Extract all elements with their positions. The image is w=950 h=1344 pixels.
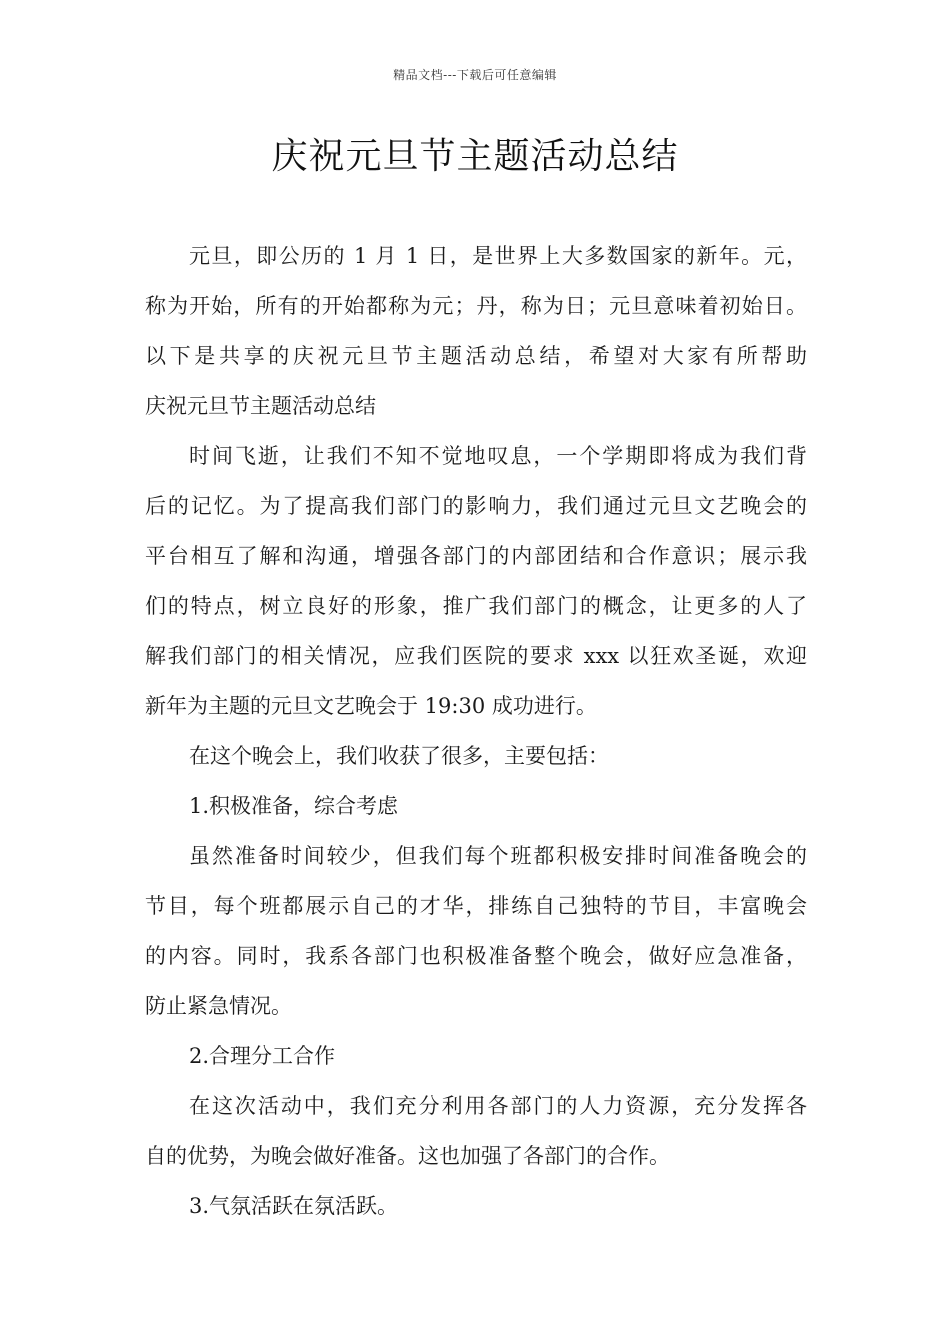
paragraph-line: 平台相互了解和沟通，增强各部门的内部团结和合作意识；展示我 (145, 544, 807, 568)
paragraph-line: 新年为主题的元旦文艺晚会于 19:30 成功进行。 (145, 694, 597, 718)
document-body (145, 231, 807, 1231)
paragraph-line: 在这次活动中，我们充分利用各部门的人力资源，充分发挥各 (189, 1094, 807, 1118)
paragraph-line: 节目，每个班都展示自己的才华，排练自己独特的节目，丰富晚会 (145, 894, 807, 918)
list-item-heading: 1.积极准备，综合考虑 (189, 794, 399, 818)
paragraph-line: 们的特点，树立良好的形象，推广我们部门的概念，让更多的人了 (145, 594, 807, 618)
list-item-heading: 2.合理分工合作 (189, 1044, 336, 1068)
paragraph-line: 在这个晚会上，我们收获了很多，主要包括： (189, 744, 609, 768)
list-item-heading: 3.气氛活跃在氛活跃。 (189, 1194, 399, 1218)
paragraph-line: 防止紧急情况。 (145, 994, 292, 1018)
page-header-note: 精品文档---下载后可任意编辑 (393, 68, 557, 82)
section-heading: 庆祝元旦节主题活动总结 (145, 394, 376, 418)
paragraph-line: 后的记忆。为了提高我们部门的影响力，我们通过元旦文艺晚会的 (145, 494, 807, 518)
paragraph-line: 解我们部门的相关情况，应我们医院的要求 xxx 以狂欢圣诞，欢迎 (145, 644, 807, 668)
paragraph-line: 元旦，即公历的 1 月 1 日，是世界上大多数国家的新年。元， (189, 244, 807, 268)
paragraph-line: 自的优势，为晚会做好准备。这也加强了各部门的合作。 (145, 1144, 670, 1168)
paragraph-line: 以下是共享的庆祝元旦节主题活动总结，希望对大家有所帮助 (145, 344, 807, 368)
paragraph-line: 称为开始，所有的开始都称为元；丹，称为日；元旦意味着初始日。 (145, 294, 807, 318)
paragraph-line: 的内容。同时，我系各部门也积极准备整个晚会，做好应急准备， (145, 944, 807, 968)
document-title: 庆祝元旦节主题活动总结 (271, 136, 679, 177)
paragraph-line: 虽然准备时间较少，但我们每个班都积极安排时间准备晚会的 (189, 844, 807, 868)
paragraph-line: 时间飞逝，让我们不知不觉地叹息，一个学期即将成为我们背 (189, 444, 807, 468)
